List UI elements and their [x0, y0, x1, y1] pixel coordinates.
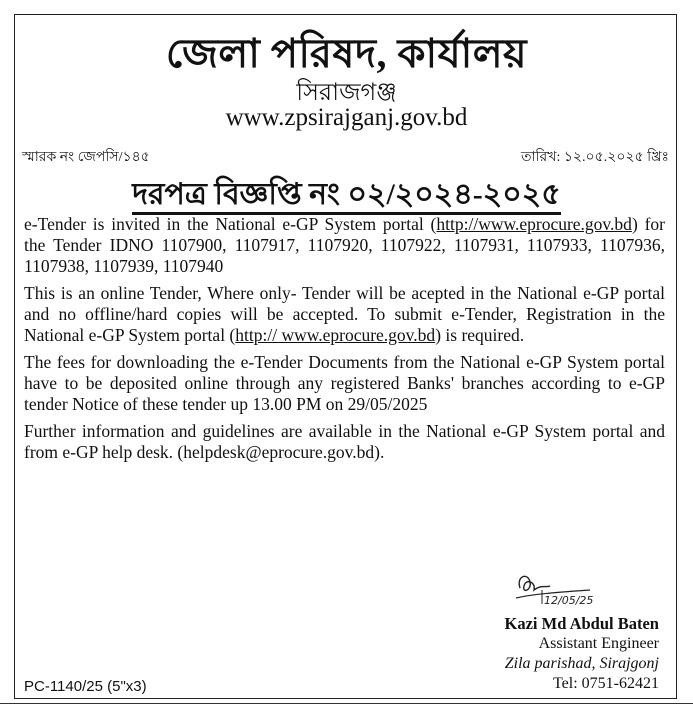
paragraph-invitation [24, 214, 665, 277]
memo-number: স্মারক নং জেপসি/১৪৫ [22, 150, 150, 165]
p1-text-b: ) for the Tender IDNO 1107900, 1107917, 1107920, 1107922, 1107931, 1107933, 1107936, 1107938, 1107939, 1107940 [24, 214, 665, 276]
handwritten-signature [512, 568, 594, 610]
signatory-tel: Tel: 0751-62421 [553, 675, 659, 692]
svg-text:12/05/25: 12/05/25 [544, 594, 594, 607]
paragraph-fees: The fees for downloading the e-Tender Documents from the National e-GP System portal have to be deposited online through any registered Banks' branches according to e-GP tender Notice of these tender up 13.00 PM on 29/05/2025 [24, 352, 665, 414]
pc-code: PC-1140/25 (5"x3) [24, 678, 147, 695]
district-name: সিরাজগঞ্জ [296, 80, 397, 106]
p1-text-a: e-Tender is invited in the National e-GP System portal ( [24, 214, 437, 234]
signatory-designation: Assistant Engineer [538, 635, 659, 652]
office-title: জেলা পরিষদ, কার্যালয় [165, 31, 528, 76]
memo-date: তারিখ: ১২.০৫.২০২৫ খ্রিঃ [520, 150, 669, 165]
signature-block [505, 614, 660, 694]
paragraph-info: Further information and guidelines are available in the National e-GP System portal and from e-GP help desk. (helpdesk@eprocure.gov.bd). [24, 421, 665, 462]
p2-text-b: ) is required. [435, 325, 525, 345]
notice-body [24, 214, 665, 469]
website-text: www.zpsirajganj.gov.bd [225, 104, 468, 131]
registration-link[interactable]: http:// www.eprocure.gov.bd [235, 325, 436, 345]
paragraph-online [24, 283, 665, 346]
signatory-name: Kazi Md Abdul Baten [504, 614, 659, 633]
bottom-rule [0, 703, 693, 704]
notice-title-text: দরপত্র বিজ্ঞপ্তি নং ০২/২০২৪-২০২৫ [132, 178, 561, 215]
signatory-office: Zila parishad, Sirajgonj [504, 655, 659, 672]
eprocure-link[interactable]: http://www.eprocure.gov.bd [436, 214, 632, 234]
p2-text-a: This is an online Tender, Where only- Tender will be acepted in the National e-GP portal and no offline/hard copies will be accepted. To submit e-Tender, Registration in the National e-GP System portal ( [24, 283, 665, 345]
